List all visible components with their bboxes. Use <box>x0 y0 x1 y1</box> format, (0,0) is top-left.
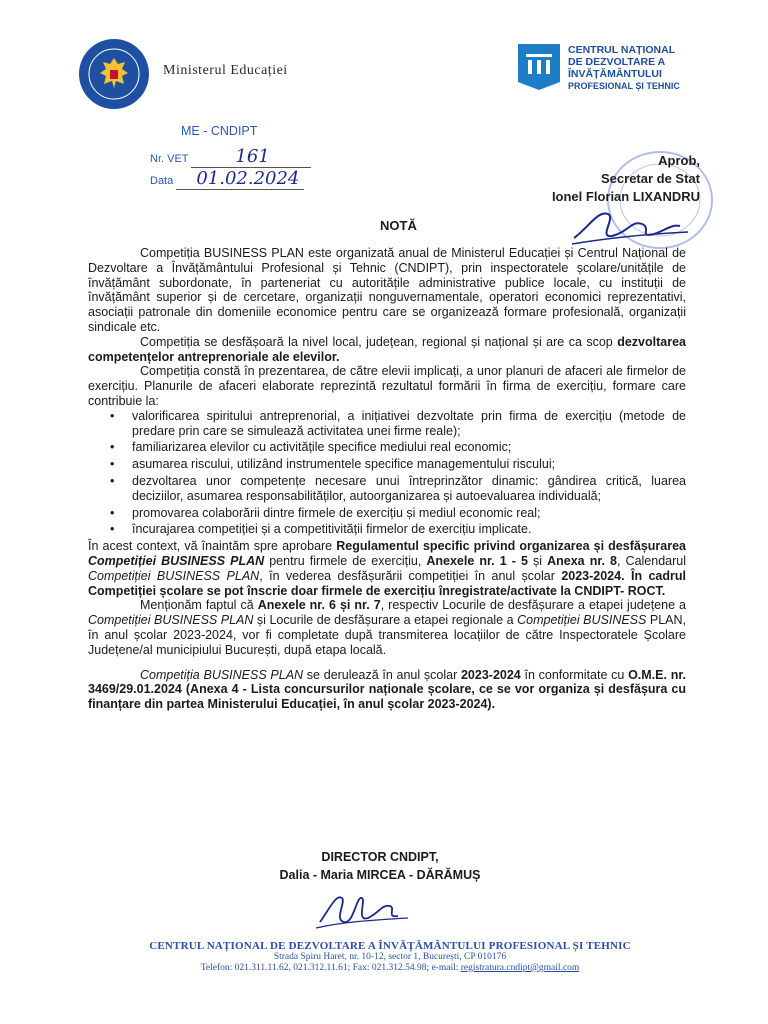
approval-line-1: Aprob, <box>658 153 700 168</box>
cndipt-line-3: ÎNVĂȚĂMÂNTULUI <box>568 68 662 80</box>
footer-phone: Telefon: 021.311.11.62, 021.312.11.61; Fax: 021.312.54.98; e-mail: <box>200 963 461 973</box>
p5-c: , respectiv Locurile de desfășurare a etapei județene a <box>380 598 687 613</box>
me-label: ME <box>181 124 200 138</box>
p4-b: Regulamentul specific privind organizarea și desfășurarea <box>336 539 686 554</box>
list-item: • dezvoltarea unor competențe necesare unui întreprinzător dinamic: gândirea critică, luarea deciziilor, asumarea responsabilităților, autoorganizarea și autoevaluarea individuală; <box>132 474 686 504</box>
p6-c: 2023-2024 <box>460 667 521 682</box>
p4-h: , Calendarul <box>617 553 686 568</box>
p4-g: Anexa nr. 8 <box>547 553 617 568</box>
ministry-name: Ministerul Educației <box>163 63 288 78</box>
director-title: DIRECTOR CNDIPT, <box>321 850 439 864</box>
cndipt-line-4: PROFESIONAL ȘI TEHNIC <box>568 81 680 91</box>
cndipt-line-1: CENTRUL NAȚIONAL <box>568 44 676 56</box>
cndipt-logo-icon <box>518 44 560 90</box>
paragraph-6 <box>88 668 686 712</box>
romanian-government-seal-icon <box>78 38 150 110</box>
approval-line-2: Secretar de Stat <box>601 171 700 186</box>
approval-signature-icon <box>568 198 698 250</box>
nr-label: Nr. VET <box>150 153 189 165</box>
paragraph-1: Competiția BUSINESS PLAN este organizată anual de Ministerul Educației și Centrul Național de Dezvoltare a Învățământului Profesional și Tehnic (CNDIPT), prin inspectoratele școlare/unitățile de învățământ subordonate, în parteneriat cu autoritățile administrative publice locale, cu instituții de învățământ superior și de cercetare, organizații nonguvernamentale, operatori economici reprezentativi, asociații patronale din domeniile economice pentru care se organizează formare profesională, organizații sindicale etc. <box>88 246 686 334</box>
p5-f: Competiției BUSINESS <box>517 613 647 628</box>
p4-k: 2023-2024. În cadrul Competiției școlare se pot înscrie doar firmele de exercițiu înregistrate/activate la CNDIPT- ROCT. <box>88 568 686 598</box>
p6-d: în conformitate cu <box>520 667 629 682</box>
p6-e: O.M.E. nr. 3469/29.01.2024 (Anexa 4 - Lista concursurilor naționale școlare, ce se vor organiza și desfășura cu finanțare din partea Ministerului Educației, în anul școlar 2023-2024). <box>88 667 686 712</box>
registration-date <box>150 168 304 190</box>
footer <box>100 940 680 974</box>
p4-j: , în vederea desfășurării competiției în anul școlar <box>259 568 562 583</box>
cndipt-name <box>568 44 680 92</box>
p4-d: pentru firmele de exercițiu, <box>264 553 427 568</box>
p5-a: Menționăm faptul că <box>140 598 258 613</box>
list-item: • promovarea colaborării dintre firmele de exercițiu și mediul economic real; <box>132 506 686 521</box>
p5-b: Anexele nr. 6 și nr. 7 <box>257 598 381 613</box>
p4-i: Competiției BUSINESS PLAN <box>88 568 260 583</box>
footer-email-link[interactable]: registratura.cndipt@gmail.com <box>460 963 580 973</box>
paragraph-5 <box>88 598 686 657</box>
nr-value: 161 <box>235 146 270 167</box>
footer-address: Strada Spiru Haret, nr. 10-12, sector 1, București, CP 010176 <box>273 952 507 962</box>
p5-g: PLAN, în anul școlar 2023-2024, vor fi completate după transmiterea locațiilor de către Inspectoratele Școlare Județene/al municipiului București, după etapa locală. <box>88 613 686 657</box>
me-value: - CNDIPT <box>203 124 258 138</box>
registration-number <box>150 146 311 168</box>
p6-b: se derulează în anul școlar <box>303 667 461 682</box>
p4-f: și <box>527 553 548 568</box>
paragraph-4 <box>88 539 686 598</box>
approval-line-3: Ionel Florian LIXANDRU <box>551 189 700 204</box>
paragraph-2-text: Competiția se desfășoară la nivel local, județean, regional și național și are ca scop <box>140 334 618 349</box>
p5-d: Competiției BUSINESS PLAN <box>88 613 254 628</box>
note-body <box>88 246 686 712</box>
director-signature-icon <box>312 888 412 932</box>
footer-institution: CENTRUL NAȚIONAL DE DEZVOLTARE A ÎNVĂȚĂMÂNTULUI PROFESIONAL ȘI TEHNIC <box>149 940 631 952</box>
list-item: • încurajarea competiției și a competitivității firmelor de exercițiu implicate. <box>132 522 686 537</box>
contribution-list <box>88 409 686 537</box>
registration-me <box>181 124 257 138</box>
list-item: • familiarizarea elevilor cu activitățile specifice mediului real economic; <box>132 440 686 455</box>
footer-contact <box>100 963 680 974</box>
p5-e: și Locurile de desfășurare a etapei regionale a <box>253 613 518 628</box>
list-item: • asumarea riscului, utilizând instrumentele specifice managementului riscului; <box>132 457 686 472</box>
p4-c: Competiției BUSINESS PLAN <box>88 553 265 568</box>
p4-a: În acest context, vă înaintăm spre aprobare <box>88 539 337 554</box>
date-value: 01.02.2024 <box>196 168 300 189</box>
paragraph-2-bold: dezvoltarea competențelor antreprenoriale ale elevilor. <box>88 334 686 364</box>
p6-a: Competiția BUSINESS PLAN <box>140 667 304 682</box>
cndipt-line-2: DE DEZVOLTARE A <box>568 56 666 68</box>
director-name: Dalia - Maria MIRCEA - DĂRĂMUȘ <box>279 868 481 882</box>
paragraph-2 <box>88 335 686 365</box>
p4-e: Anexele nr. 1 - 5 <box>426 553 528 568</box>
page-title: NOTĂ <box>380 218 417 233</box>
paragraph-3: Competiția constă în prezentarea, de către elevii implicați, a unor planuri de afaceri ale firmelor de exercițiu. Planurile de afaceri elaborate reprezintă rezultatul formării în firma de exercițiu, formare care contribuie la: <box>88 364 686 408</box>
list-item: • valorificarea spiritului antreprenorial, a inițiativei dezvoltate prin firma de exercițiu (metode de predare prin care se simulează activitatea unei firme reale); <box>132 409 686 439</box>
director-block <box>270 848 490 884</box>
date-label: Data <box>150 175 174 187</box>
